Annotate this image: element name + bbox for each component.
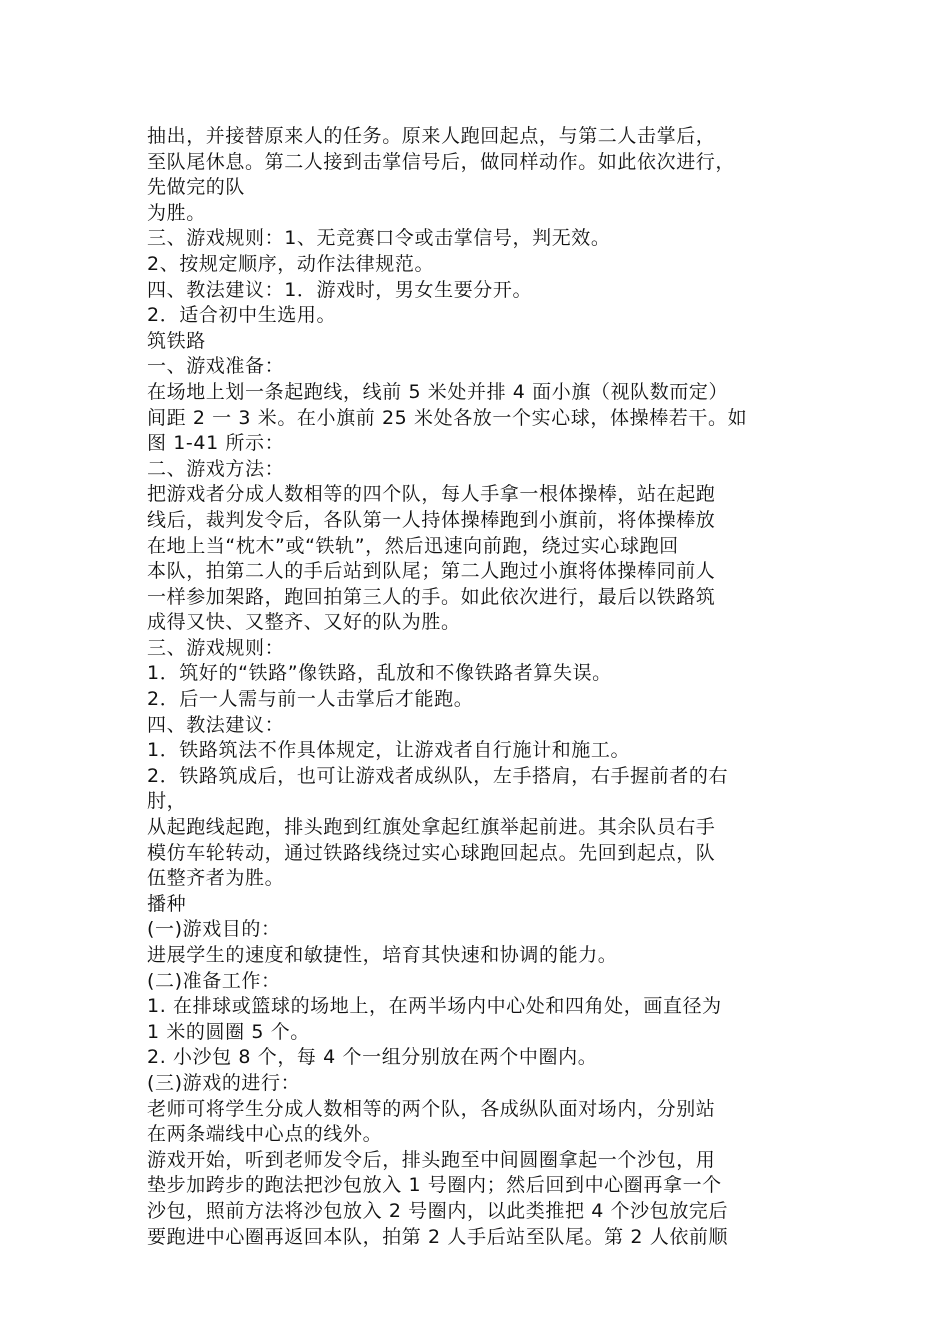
text-line: 一样参加架路，跑回拍第三人的手。如此依次进行，最后以铁路筑 xyxy=(147,585,716,608)
text-line: 筑铁路 xyxy=(147,329,206,352)
text-line: 先做完的队 xyxy=(147,176,246,199)
text-line: 2. 小沙包 8 个，每 4 个一组分别放在两个中圈内。 xyxy=(147,1046,598,1069)
text-line: 从起跑线起跑，排头跑到红旗处拿起红旗举起前进。其余队员右手 xyxy=(147,816,716,839)
text-line: 间距 2 一 3 米。在小旗前 25 米处各放一个实心球，体操棒若干。如 xyxy=(147,406,748,429)
text-line: 1．铁路筑法不作具体规定，让游戏者自行施计和施工。 xyxy=(147,739,631,762)
text-line: (三)游戏的进行： xyxy=(147,1071,301,1094)
text-line: 把游戏者分成人数相等的四个队，每人手拿一根体操棒，站在起跑 xyxy=(147,483,716,506)
text-line: 2、按规定顺序，动作法律规范。 xyxy=(147,252,435,275)
text-line: 垫步加跨步的跑法把沙包放入 1 号圈内；然后回到中心圈再拿一个 xyxy=(147,1174,722,1197)
text-line: 2．适合初中生选用。 xyxy=(147,304,337,327)
text-line: 1. 在排球或篮球的场地上，在两半场内中心处和四角处，画直径为 xyxy=(147,995,722,1018)
text-line: 至队尾休息。第二人接到击掌信号后，做同样动作。如此依次进行， xyxy=(147,150,736,173)
text-line: 播种 xyxy=(147,892,187,915)
text-line: 为胜。 xyxy=(147,201,206,224)
text-line: 在场地上划一条起跑线，线前 5 米处并排 4 面小旗（视队数而定） xyxy=(147,380,729,403)
text-line: 游戏开始，听到老师发令后，排头跑至中间圆圈拿起一个沙包，用 xyxy=(147,1148,716,1171)
text-line: 模仿车轮转动，通过铁路线绕过实心球跑回起点。先回到起点，队 xyxy=(147,841,716,864)
text-line: (二)准备工作： xyxy=(147,969,281,992)
text-line: 伍整齐者为胜。 xyxy=(147,867,285,890)
text-line: 1 米的圆圈 5 个。 xyxy=(147,1020,310,1043)
text-line: 抽出，并接替原来人的任务。原来人跑回起点，与第二人击掌后， xyxy=(147,125,716,147)
text-line: 1．筑好的“铁路”像铁路，乱放和不像铁路者算失误。 xyxy=(147,662,612,685)
text-line: (一)游戏目的： xyxy=(147,918,281,941)
document-body xyxy=(147,124,817,1250)
text-line: 2．铁路筑成后，也可让游戏者成纵队，左手搭肩，右手握前者的右 xyxy=(147,764,729,787)
text-line: 四、教法建议：1．游戏时，男女生要分开。 xyxy=(147,278,533,301)
text-line: 2．后一人需与前一人击掌后才能跑。 xyxy=(147,688,474,711)
text-line: 二、游戏方法： xyxy=(147,457,285,480)
text-line: 图 1-41 所示： xyxy=(147,432,285,455)
text-line: 线后，裁判发令后，各队第一人持体操棒跑到小旗前，将体操棒放 xyxy=(147,508,716,531)
text-line: 三、游戏规则：1、无竞赛口令或击掌信号，判无效。 xyxy=(147,227,611,250)
text-line: 成得又快、又整齐、又好的队为胜。 xyxy=(147,611,461,634)
text-line: 一、游戏准备： xyxy=(147,355,285,378)
text-line: 本队，拍第二人的手后站到队尾；第二人跑过小旗将体操棒同前人 xyxy=(147,560,716,583)
text-line: 进展学生的速度和敏捷性，培育其快速和协调的能力。 xyxy=(147,944,618,966)
text-line: 在两条端线中心点的线外。 xyxy=(147,1123,383,1146)
text-line: 要跑进中心圈再返回本队，拍第 2 人手后站至队尾。第 2 人依前顺 xyxy=(147,1225,729,1248)
text-line: 沙包，照前方法将沙包放入 2 号圈内，以此类推把 4 个沙包放完后 xyxy=(147,1199,729,1222)
text-line: 在地上当“枕木”或“铁轨”，然后迅速向前跑，绕过实心球跑回 xyxy=(147,534,679,557)
text-line: 四、教法建议： xyxy=(147,713,285,736)
text-line: 老师可将学生分成人数相等的两个队，各成纵队面对场内，分别站 xyxy=(147,1097,716,1120)
text-line: 三、游戏规则： xyxy=(147,636,285,659)
text-line: 肘， xyxy=(147,790,187,813)
